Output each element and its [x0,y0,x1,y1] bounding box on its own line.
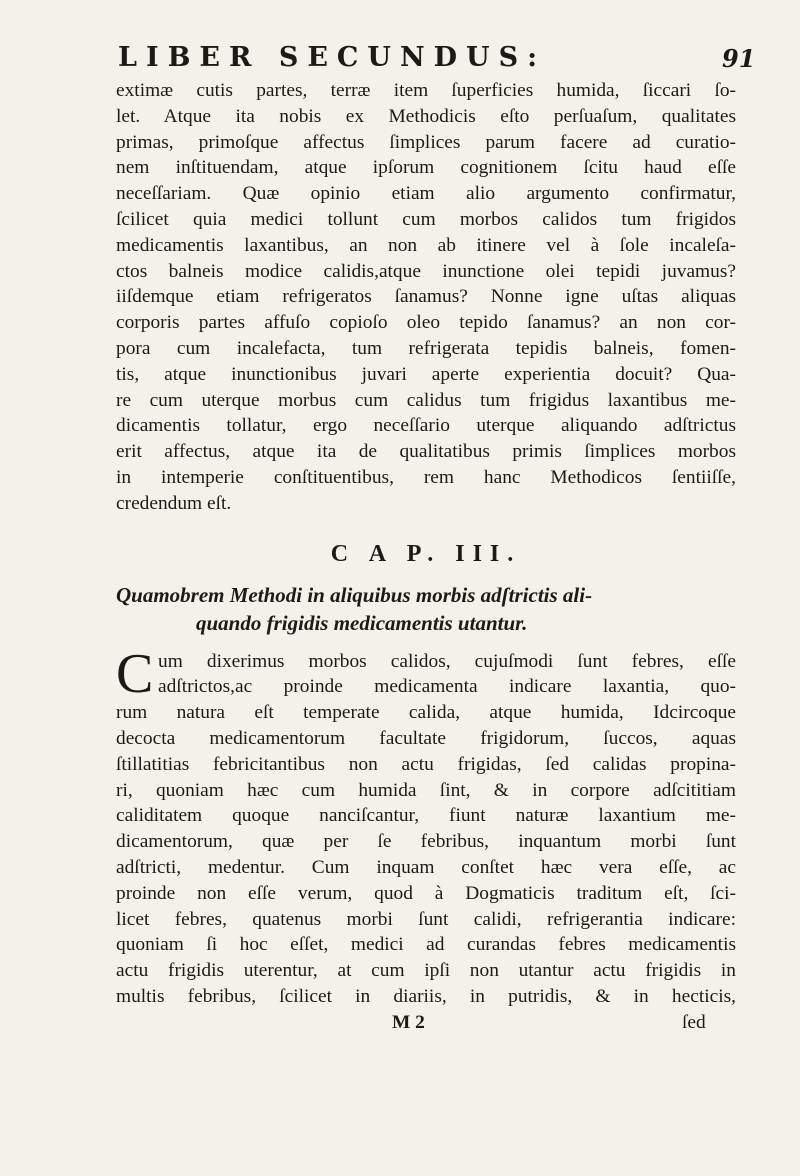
body-text [116,78,736,1036]
chapter-label: C A P. III. [330,540,522,567]
text-line: ſcilicet quia medici tollunt cum morbos calidos tum frigidos [116,208,736,230]
running-title: LIBER SECUNDUS: [118,42,547,73]
chapter-title-line: quando frigidis medicamentis utantur. [196,610,528,635]
page-number: 91 [722,44,756,73]
paragraph-2 [116,642,736,1010]
text-line: quoniam ſi hoc eſſet, medici ad curandas febres medicamentis [116,934,736,956]
text-line: licet febres, quatenus morbi ſunt calidi, refrigerantia indicare: [116,908,736,930]
text-line: decocta medicamentorum facultate frigidorum, ſuccos, aquas [116,727,736,749]
footer-line [116,1010,736,1036]
chapter-title-line: Quamobrem Methodi in aliquibus morbis adſtrictis ali- [116,582,593,607]
text-line: rum natura eſt temperate calida, atque humida, Idcircoque [116,702,736,724]
text-line: neceſſariam. Quæ opinio etiam alio argumento confirmatur, [116,183,736,205]
signature-mark: M 2 [392,1011,425,1033]
text-line: pora cum incalefacta, tum refrigerata tepidis balneis, fomen- [116,337,736,359]
text-line: dicamentorum, quæ per ſe febribus, inquantum morbi ſunt [116,831,736,853]
text-line: actu frigidis uterentur, at cum ipſi non utantur actu frigidis in [116,960,736,982]
text-line: caliditatem quoque nanciſcantur, fiunt naturæ laxantium me- [116,805,736,827]
text-line: dicamentis tollatur, ergo neceſſario uterque aliquando adſtrictus [116,415,736,437]
chapter-title [116,581,736,637]
text-line: in intemperie conſtituentibus, rem hanc Methodicos ſentiiſſe, [116,466,736,488]
text-line: multis febribus, ſcilicet in diariis, in putridis, & in hecticis, [116,985,736,1007]
text-line: credendum eſt. [116,492,232,514]
text-line: medicamentis laxantibus, an non ab itinere vel à ſole incaleſa- [116,234,736,256]
text-line: re cum uterque morbus cum calidus tum frigidus laxantibus me- [116,389,736,411]
text-line: adſtrictos,ac proinde medicamenta indicare laxantia, quo- [158,676,736,698]
text-line: um dixerimus morbos calidos, cujuſmodi ſunt febres, eſſe [158,650,736,672]
text-line: iiſdemque etiam refrigeratos ſanamus? Nonne igne uſtas aliquas [116,286,736,308]
text-line: tis, atque inunctionibus juvari aperte experientia docuit? Qua- [116,363,736,385]
text-line: ctos balneis modice calidis,atque inunctione olei tepidi juvamus? [116,260,736,282]
text-line: erit affectus, atque ita de qualitatibus primis ſimplices morbos [116,441,736,463]
text-line: primas, primoſque affectus ſimplices parum facere ad curatio- [116,131,736,153]
text-line: ſtillatitias febricitantibus non actu frigidas, ſed calidas propina- [116,753,736,775]
text-line: ri, quoniam hæc cum humida ſint, & in corpore adſcititiam [116,779,736,801]
catchword: ſed [682,1011,706,1033]
text-line: nem inſtituendam, atque ipſorum cognitionem ſcitu haud eſſe [116,157,736,179]
paragraph-1 [116,78,736,517]
text-line: let. Atque ita nobis ex Methodicis eſto perſuaſum, qualitates [116,105,736,127]
text-line: corporis partes affuſo copioſo oleo tepido ſanamus? an non cor- [116,312,736,334]
drop-cap: C [116,642,154,705]
text-line: extimæ cutis partes, terræ item ſuperficies humida, ſiccari ſo- [116,80,736,101]
running-head [0,42,800,82]
text-line: adſtricti, medentur. Cum inquam conſtet hæc vera eſſe, ac [116,856,736,878]
text-line: proinde non eſſe verum, quod à Dogmaticis traditum eſt, ſci- [116,882,736,904]
